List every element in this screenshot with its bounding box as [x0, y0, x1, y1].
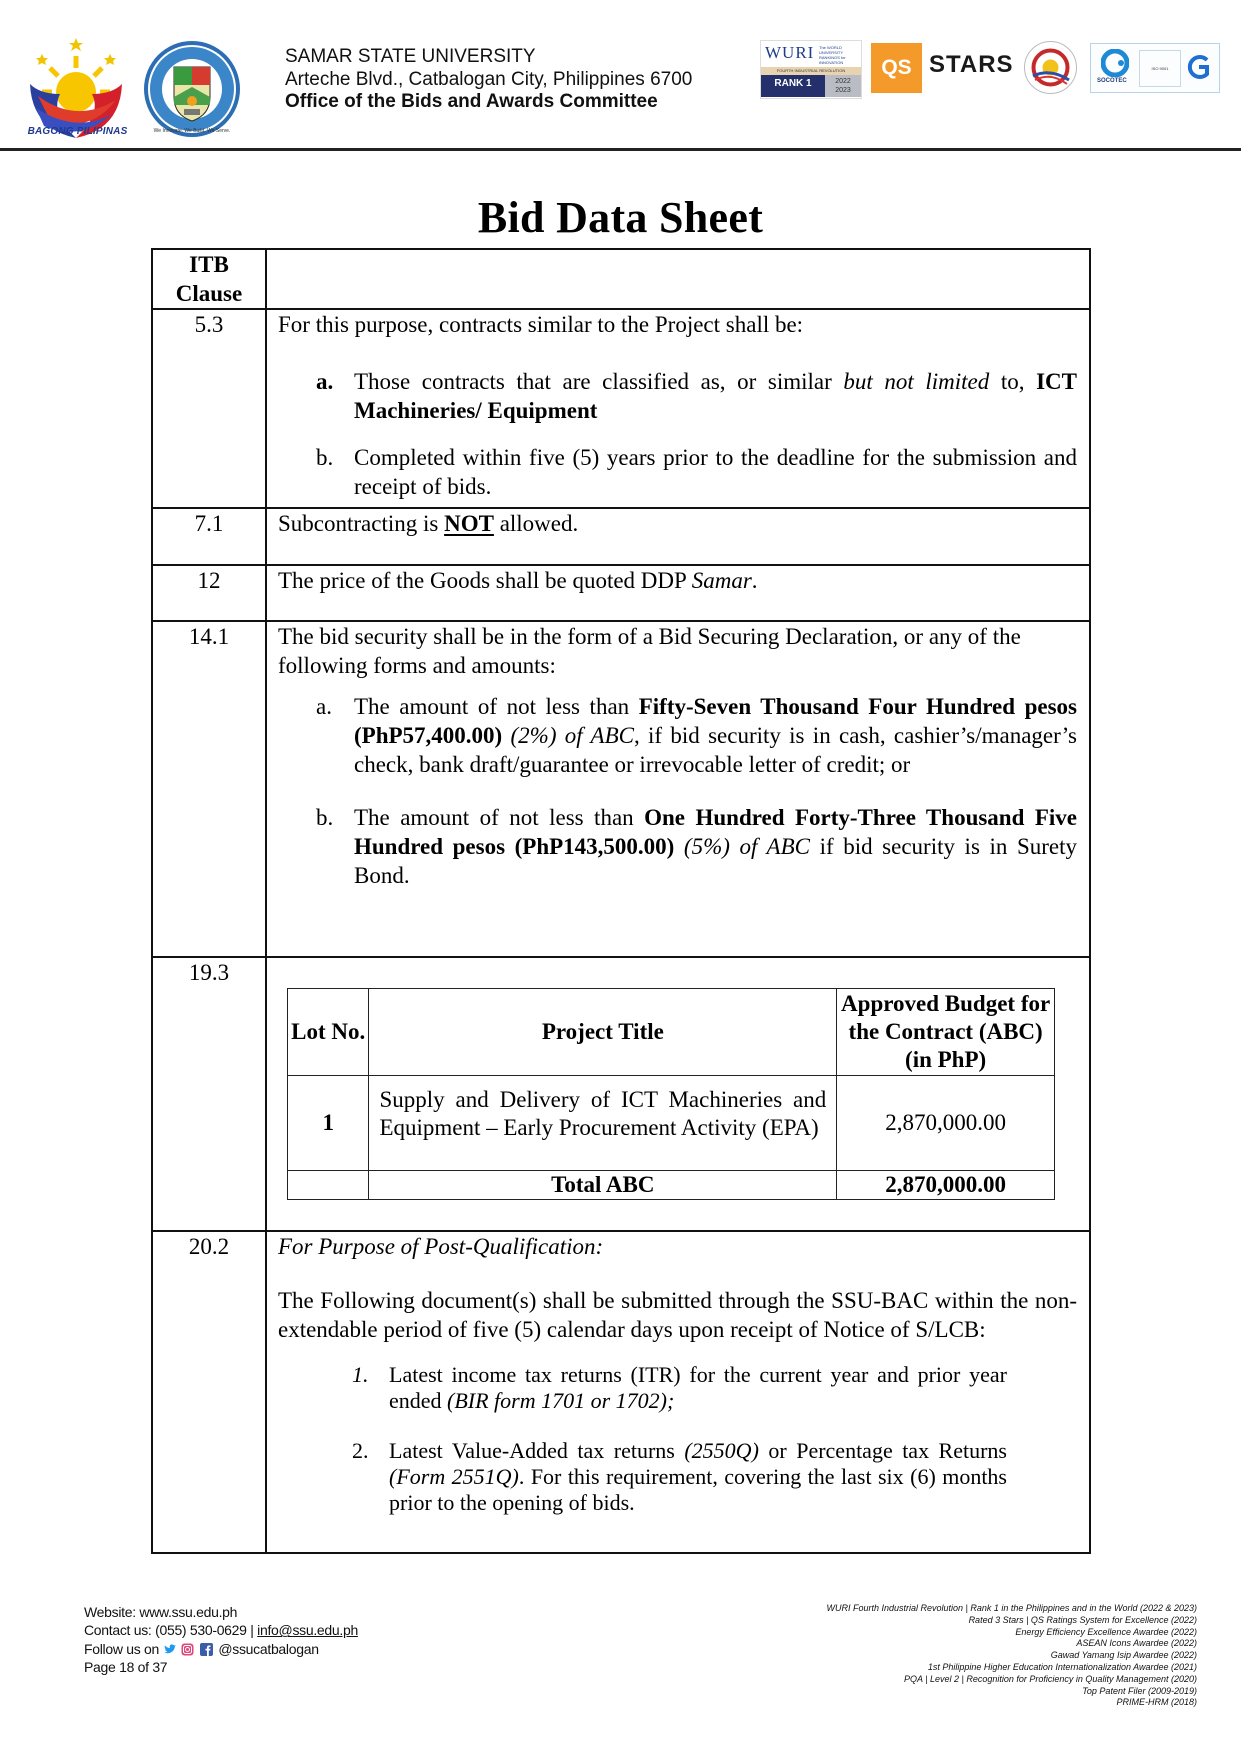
- social-line: [84, 1640, 358, 1658]
- wuri-subtitle: The WORLD UNIVERSITY RANKINGS for INNOVATION: [819, 45, 846, 65]
- award-line: Gawad Yamang Isip Awardee (2022): [1050, 1650, 1197, 1661]
- page-title: Bid Data Sheet: [477, 193, 764, 242]
- award-line: ASEAN Icons Awardee (2022): [1076, 1638, 1197, 1649]
- letterhead: [0, 0, 1241, 152]
- text-run: The amount of not less than: [354, 805, 645, 830]
- contact-line: [84, 1621, 358, 1639]
- text-run: The amount of not less than: [354, 694, 639, 719]
- project-title: Supply and Delivery of ICT Machineries and Equipment – Early Procurement Activity (EPA): [369, 1076, 837, 1171]
- instagram-icon[interactable]: [181, 1643, 194, 1656]
- university-address: Arteche Blvd., Catbalogan City, Philippines 6700: [285, 68, 693, 90]
- total-empty-cell: [288, 1171, 369, 1200]
- list-item: [316, 367, 1077, 425]
- iso-label: ISO 9001: [1139, 50, 1181, 87]
- abc-header: Approved Budget for the Contract (ABC) (in PhP): [837, 989, 1055, 1076]
- list-label: 2.: [352, 1438, 369, 1463]
- text-run: .: [751, 568, 758, 593]
- text-run: The price of the Goods shall be quoted DDP: [278, 568, 692, 593]
- itb-label: ITB: [189, 252, 229, 277]
- pqa-seal-icon: [1023, 40, 1078, 95]
- clause-content: [266, 1231, 1090, 1553]
- header-divider: [0, 148, 1241, 151]
- certification-g-icon: [1187, 54, 1211, 80]
- university-address-block: [285, 46, 692, 114]
- clause-content: [266, 621, 1090, 957]
- text-run: Those contracts that are classified as, or similar: [354, 369, 844, 394]
- abc-table: [287, 988, 1055, 1200]
- text-run: Latest Value-Added tax returns: [389, 1438, 685, 1463]
- text-run: or Percentage tax Returns: [758, 1438, 1007, 1463]
- clause-paragraph: The Following document(s) shall be submitted through the SSU-BAC within the non-extendable period of five (5) calendar days upon receipt of Notice of S/LCB:: [278, 1288, 1077, 1342]
- follow-label: Follow us on: [84, 1640, 163, 1657]
- text-italic: but not limited: [843, 369, 990, 394]
- text-run: to,: [989, 369, 1037, 394]
- text-bold: One Hundred Forty-Three Thousand Five Hundred pesos (PhP143,500.00): [354, 805, 1077, 859]
- wuri-title: WURI: [765, 43, 815, 62]
- itb-clause-header: [152, 249, 266, 309]
- list-item: [316, 443, 1077, 501]
- bagong-pilipinas-label: BAGONG PILIPINAS: [27, 126, 128, 137]
- abc-row: [288, 1076, 1055, 1171]
- table-row: [152, 1231, 1090, 1553]
- text-italic: (2550Q): [684, 1438, 759, 1463]
- text-run: Latest income tax returns (ITR) for the current year and prior year ended: [389, 1362, 1007, 1413]
- wuri-year: 2023: [835, 87, 851, 94]
- award-line: PRIME-HRM (2018): [1116, 1697, 1197, 1708]
- university-name: SAMAR STATE UNIVERSITY: [285, 46, 536, 67]
- ssu-motto: We Innovate. We Build. We Serve.: [153, 128, 231, 134]
- list-label: 1.: [352, 1362, 369, 1387]
- content-header: [266, 249, 1090, 309]
- clause-number: 5.3: [152, 309, 266, 508]
- award-line: 1st Philippine Higher Education Internationalization Awardee (2021): [927, 1661, 1197, 1672]
- table-row: [152, 621, 1090, 957]
- clause-number: 19.3: [152, 957, 266, 1231]
- qs-logo-icon: QS: [871, 43, 922, 93]
- table-row: [152, 565, 1090, 621]
- text-run: allowed.: [493, 511, 579, 536]
- award-line: PQA | Level 2 | Recognition for Proficiency in Quality Management (2020): [904, 1673, 1197, 1684]
- wuri-ranking-badge: [760, 40, 862, 99]
- text-bold-underlined: NOT: [444, 511, 494, 536]
- text-italic: (BIR form 1701 or 1702);: [447, 1388, 675, 1413]
- socotec-label: SOCOTEC: [1097, 78, 1127, 84]
- clause-content: [266, 565, 1090, 621]
- lot-no-header: Lot No.: [288, 989, 369, 1076]
- award-line: Top Patent Filer (2009-2019): [1082, 1685, 1197, 1696]
- total-amount: 2,870,000.00: [837, 1171, 1055, 1200]
- table-row: [152, 309, 1090, 508]
- clause-intro: [278, 1232, 1077, 1261]
- clause-number: 7.1: [152, 508, 266, 565]
- qs-stars-label: STARS: [929, 51, 1014, 78]
- text-italic: (2%) of ABC: [502, 723, 634, 748]
- total-label: Total ABC: [369, 1171, 837, 1200]
- clause-number: 14.1: [152, 621, 266, 957]
- abc-header-row: [288, 989, 1055, 1076]
- list-text: [354, 692, 1077, 779]
- text-italic: (5%) of ABC: [674, 834, 810, 859]
- clause-label: Clause: [175, 281, 243, 306]
- website-text: Website: www.ssu.edu.ph: [84, 1604, 238, 1620]
- office-name: Office of the Bids and Awards Committee: [285, 91, 658, 112]
- clause-content: [266, 957, 1090, 1231]
- socotec-iso-badge: [1090, 43, 1220, 93]
- list-label: b.: [316, 445, 334, 470]
- email-link[interactable]: info@ssu.edu.ph: [257, 1622, 358, 1639]
- wuri-band: FOURTH INDUSTRIAL REVOLUTION: [761, 67, 861, 75]
- text-run: , if bid security is in cash, cashier’s/manager’s check, bank draft/guarantee or irrevocable letter of credit; or: [354, 723, 1077, 777]
- list-label: b.: [316, 805, 334, 830]
- table-header-row: [152, 249, 1090, 309]
- text-italic: (Form 2551Q): [389, 1464, 519, 1489]
- twitter-icon[interactable]: [163, 1643, 176, 1656]
- bid-data-sheet-table: [151, 248, 1091, 1554]
- list-text: [354, 367, 1077, 425]
- text-bold: Fifty-Seven Thousand Four Hundred pesos (PhP57,400.00): [354, 694, 1077, 748]
- socotec-icon: [1101, 49, 1129, 77]
- award-line: WURI Fourth Industrial Revolution | Rank 1 in the Philippines and in the World (2022 & 2023): [826, 1603, 1197, 1613]
- wuri-rank: RANK 1: [761, 75, 825, 97]
- clause-intro: For this purpose, contracts similar to the Project shall be:: [278, 312, 804, 337]
- text-bold: ICT Machineries/ Equipment: [354, 369, 1077, 423]
- clause-content: [266, 508, 1090, 565]
- lot-number: 1: [288, 1076, 369, 1171]
- list-text: Completed within five (5) years prior to the deadline for the submission and receipt of bids.: [354, 445, 1077, 499]
- award-line: Rated 3 Stars | QS Ratings System for Excellence (2022): [968, 1614, 1197, 1625]
- wuri-years: [825, 75, 861, 97]
- page-number: Page 18 of 37: [84, 1658, 168, 1675]
- abc-total-row: [288, 1171, 1055, 1200]
- text-run: . For this requirement, covering the last six (6) months prior to the opening of bids.: [389, 1464, 1007, 1515]
- footer-awards: [777, 1603, 1197, 1709]
- list-label: a.: [316, 694, 332, 719]
- list-item: [316, 803, 1077, 890]
- list-item: [352, 1362, 1007, 1414]
- social-handle: @ssucatbalogan: [218, 1640, 319, 1657]
- clause-content: [266, 309, 1090, 508]
- text-italic: For Purpose of Post-Qualification:: [278, 1234, 604, 1259]
- project-title-header: Project Title: [369, 989, 837, 1076]
- award-line: Energy Efficiency Excellence Awardee (2022): [1015, 1626, 1197, 1637]
- text-italic: Samar: [691, 568, 752, 593]
- text-run: if bid security is in Surety Bond.: [354, 834, 1077, 888]
- clause-intro: The bid security shall be in the form of a Bid Securing Declaration, or any of the following forms and amounts:: [278, 624, 1021, 678]
- contact-phone: Contact us: (055) 530-0629 |: [84, 1622, 258, 1639]
- list-item: [352, 1438, 1007, 1516]
- clause-number: 12: [152, 565, 266, 621]
- facebook-icon[interactable]: [200, 1643, 213, 1656]
- list-text: [389, 1438, 1007, 1516]
- list-label: a.: [316, 369, 334, 394]
- clause-number: 20.2: [152, 1231, 266, 1553]
- footer-contact: [84, 1603, 358, 1676]
- list-item: [316, 692, 1077, 779]
- table-row: [152, 957, 1090, 1231]
- list-text: [389, 1362, 1007, 1414]
- abc-amount: 2,870,000.00: [837, 1076, 1055, 1171]
- wuri-year: 2022: [835, 78, 851, 85]
- text-run: Subcontracting is: [278, 511, 445, 536]
- list-text: [354, 803, 1077, 890]
- table-row: [152, 508, 1090, 565]
